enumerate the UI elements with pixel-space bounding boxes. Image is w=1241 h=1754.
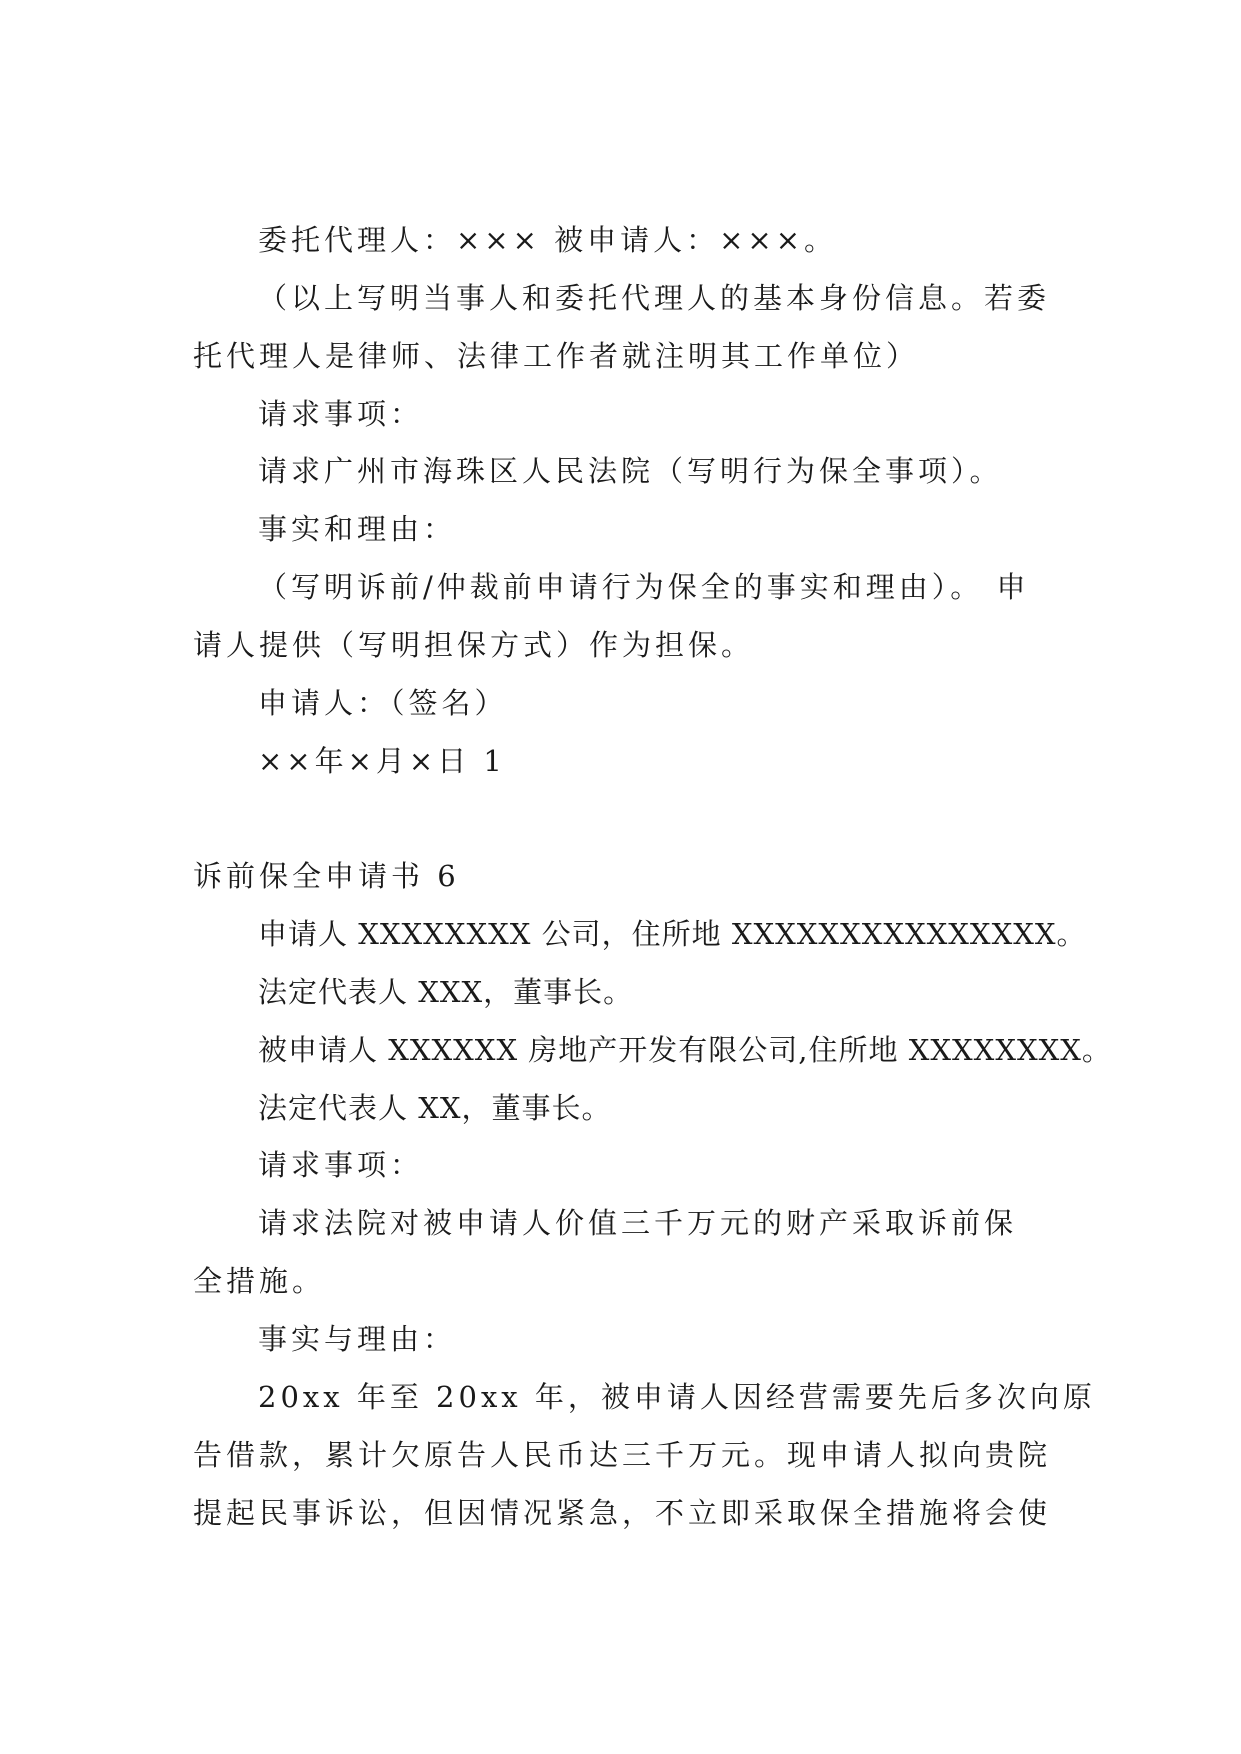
note-line-1: （以上写明当事人和委托代理人的基本身份信息。若委 bbox=[258, 281, 1051, 315]
request-item-2-line-1: 请求法院对被申请人价值三千万元的财产采取诉前保 bbox=[258, 1206, 1018, 1240]
respondent-line: 被申请人 XXXXXX 房地产开发有限公司,住所地 XXXXXXXX。 bbox=[258, 1033, 1112, 1067]
request-item-2-line-2: 全措施。 bbox=[193, 1264, 326, 1298]
note-line-2: 托代理人是律师、法律工作者就注明其工作单位） bbox=[193, 339, 920, 373]
applicant-rep-line: 法定代表人 XXX，董事长。 bbox=[258, 975, 634, 1009]
agent-line: 委托代理人：××× 被申请人：×××。 bbox=[258, 223, 838, 257]
facts-heading-2: 事实与理由： bbox=[258, 1322, 457, 1356]
facts-2-line-1: 20xx 年至 20xx 年，被申请人因经营需要先后多次向原 bbox=[258, 1380, 1096, 1414]
applicant-line: 申请人 XXXXXXXX 公司，住所地 XXXXXXXXXXXXXXX。 bbox=[258, 917, 1087, 951]
facts-heading: 事实和理由： bbox=[258, 512, 457, 546]
section-title: 诉前保全申请书 6 bbox=[193, 859, 460, 893]
facts-2-line-3: 提起民事诉讼，但因情况紧急，不立即采取保全措施将会使 bbox=[193, 1496, 1052, 1530]
request-heading-2: 请求事项： bbox=[258, 1148, 424, 1182]
signature-line: 申请人：（签名） bbox=[258, 686, 508, 720]
facts-line-2: 请人提供（写明担保方式）作为担保。 bbox=[193, 628, 755, 662]
respondent-rep-line: 法定代表人 XX，董事长。 bbox=[258, 1091, 612, 1125]
request-heading: 请求事项： bbox=[258, 397, 424, 431]
request-item: 请求广州市海珠区人民法院（写明行为保全事项）。 bbox=[258, 454, 1003, 488]
facts-line-1: （写明诉前/仲裁前申请行为保全的事实和理由）。 申 bbox=[258, 570, 1030, 604]
date-line: ××年×月×日 1 bbox=[258, 744, 506, 778]
facts-2-line-2: 告借款，累计欠原告人民币达三千万元。现申请人拟向贵院 bbox=[193, 1438, 1052, 1472]
